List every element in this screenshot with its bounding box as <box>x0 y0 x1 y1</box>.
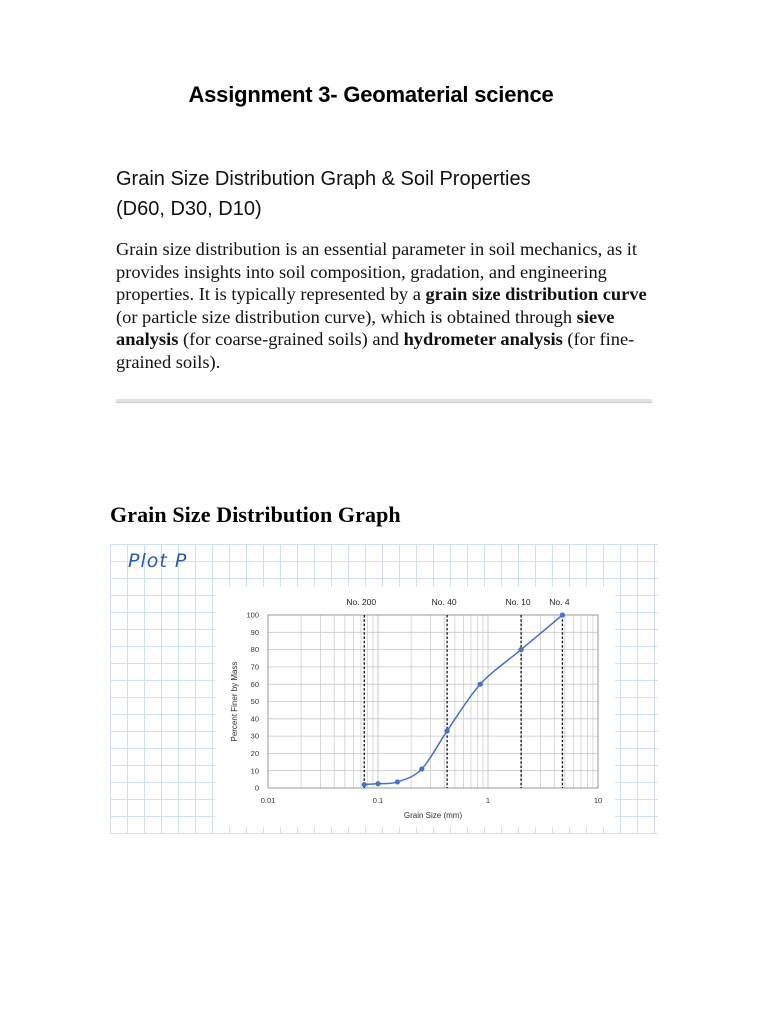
section-title-line-1: Grain Size Distribution Graph & Soil Properties <box>116 168 531 190</box>
y-axis-label: Percent Finer by Mass <box>230 661 239 742</box>
chart-background <box>215 587 615 827</box>
intro-text-1: Grain size distribution is an essential parameter in soil mechanics, as it provides insights into soil composition, gradation, and engineering properties. It is typically represented by a <box>116 239 637 304</box>
y-tick-label: 0 <box>254 783 259 793</box>
data-point <box>478 682 483 687</box>
y-tick-label: 100 <box>246 610 259 620</box>
horizontal-divider <box>116 399 652 403</box>
y-tick-label: 10 <box>250 766 259 776</box>
y-tick-label: 40 <box>250 714 259 724</box>
x-tick-label: 0.1 <box>372 796 384 805</box>
data-point <box>375 781 380 786</box>
grain-size-chart <box>215 587 615 827</box>
intro-text-4: (for fine-grained soils). <box>116 329 635 372</box>
x-tick-label: 1 <box>485 796 491 805</box>
y-tick-label: 90 <box>250 627 259 637</box>
intro-bold-sieve-analysis: sieve analysis <box>116 306 615 349</box>
handwritten-note: Plot P <box>128 550 188 572</box>
sieve-label: No. 200 <box>346 597 377 607</box>
x-tick-label: 10 <box>593 796 603 805</box>
section-title <box>116 164 676 224</box>
data-point <box>519 647 524 652</box>
intro-bold-hydrometer-analysis: hydrometer analysis <box>403 329 563 349</box>
x-axis-label: Grain Size (mm) <box>403 811 463 820</box>
data-point <box>419 766 424 771</box>
sieve-label: No. 10 <box>505 597 531 607</box>
y-tick-label: 20 <box>250 749 259 758</box>
graph-heading: Grain Size Distribution Graph <box>110 502 401 527</box>
sieve-label: No. 4 <box>549 597 570 607</box>
y-tick-label: 80 <box>250 645 259 655</box>
data-point <box>395 779 400 784</box>
document-title: Assignment 3- Geomaterial science <box>188 82 554 107</box>
intro-paragraph <box>116 238 656 373</box>
y-tick-label: 70 <box>250 662 259 672</box>
data-point <box>362 782 367 787</box>
sieve-label: No. 40 <box>431 597 457 607</box>
y-tick-label: 60 <box>250 679 259 689</box>
y-tick-label: 30 <box>250 731 259 741</box>
y-tick-label: 50 <box>250 697 259 707</box>
x-tick-label: 0.01 <box>260 796 276 805</box>
intro-bold-gsd-curve: grain size distribution curve <box>425 284 647 304</box>
intro-text-3: (for coarse-grained soils) and <box>178 329 404 349</box>
data-point <box>560 612 565 617</box>
data-point <box>445 728 450 733</box>
intro-text-2: (or particle size distribution curve), which is obtained through <box>116 306 577 327</box>
section-title-line-2: (D60, D30, D10) <box>116 198 262 220</box>
